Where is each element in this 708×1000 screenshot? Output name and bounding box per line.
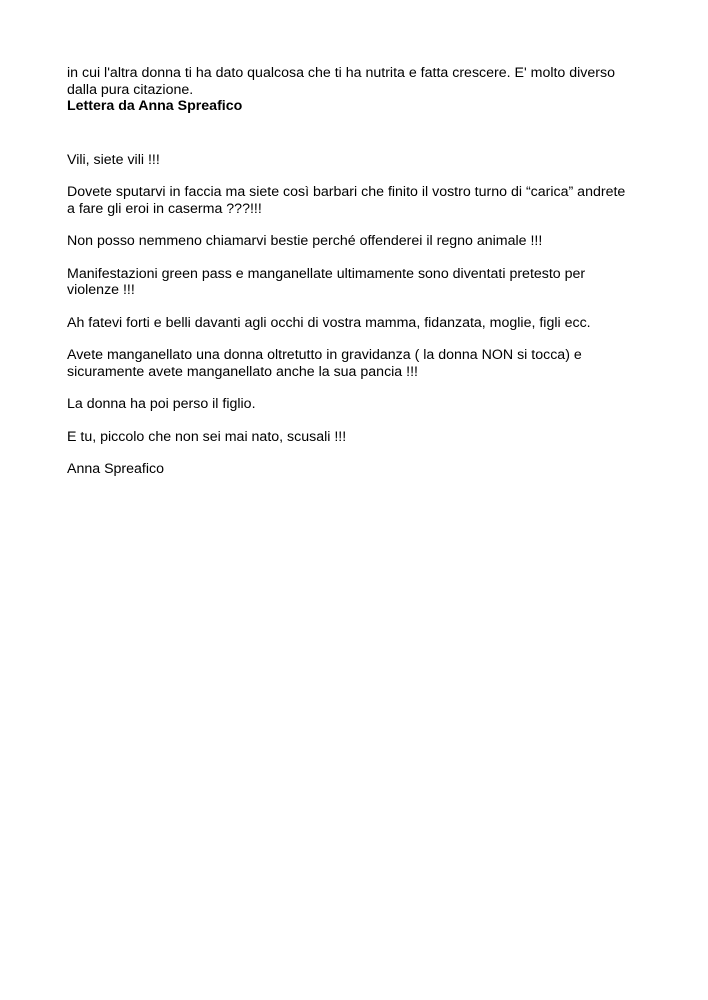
paragraph-line: Vili, siete vili !!! [67, 151, 160, 168]
paragraph-line: Ah fatevi forti e belli davanti agli occhi di vostra mamma, fidanzata, moglie, figli ecc. [67, 314, 591, 331]
paragraph-2 [67, 184, 647, 217]
paragraph-line: La donna ha poi perso il figlio. [67, 396, 256, 412]
paragraph-7 [67, 396, 647, 413]
document-body [67, 65, 647, 494]
paragraph-line: sicuramente avete manganellato anche la sua pancia !!! [67, 363, 418, 380]
paragraph-1 [67, 152, 647, 169]
paragraph-line: a fare gli eroi in caserma ???!!! [67, 200, 262, 217]
paragraph-line: Dovete sputarvi in faccia ma siete così barbari che finito il vostro turno di “carica” andrete [67, 184, 626, 200]
intro-line-1: in cui l'altra donna ti ha dato qualcosa che ti ha nutrita e fatta crescere. E' molto diverso [67, 65, 615, 81]
paragraph-line: E tu, piccolo che non sei mai nato, scusali !!! [67, 428, 347, 445]
paragraph-5 [67, 315, 647, 332]
intro-text [67, 65, 647, 98]
signature-line: Anna Spreafico [67, 461, 165, 477]
paragraph-6 [67, 347, 647, 380]
paragraph-4 [67, 266, 647, 299]
paragraph-line: Non posso nemmeno chiamarvi bestie perché offenderei il regno animale !!! [67, 233, 543, 249]
paragraph-8 [67, 429, 647, 446]
signature [67, 461, 647, 478]
letter-title: Lettera da Anna Spreafico [67, 98, 243, 114]
intro-line-2: dalla pura citazione. [67, 81, 194, 98]
paragraph-line: Manifestazioni green pass e manganellate ultimamente sono diventati pretesto per [67, 265, 586, 282]
paragraph-3 [67, 233, 647, 250]
paragraph-line: Avete manganellato una donna oltretutto in gravidanza ( la donna NON si tocca) e [67, 347, 582, 363]
paragraph-line: violenze !!! [67, 282, 135, 298]
